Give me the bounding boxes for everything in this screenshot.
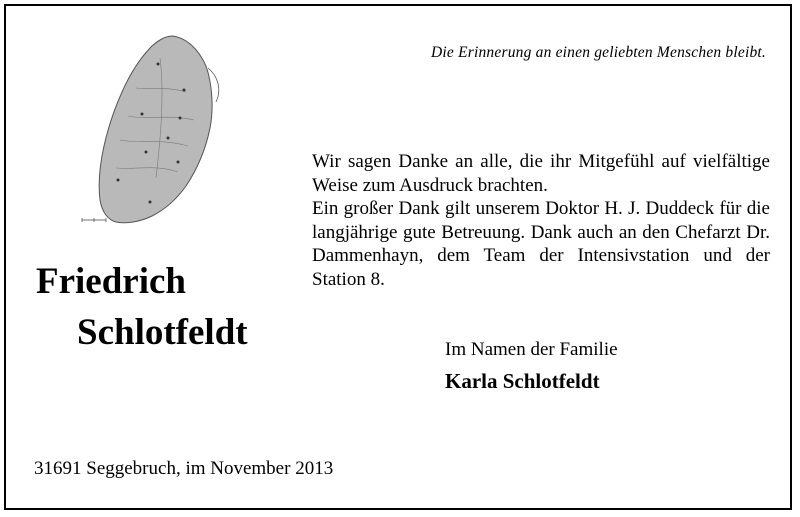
obituary-notice [4,4,792,510]
deceased-last-name: Schlotfeldt [77,312,248,353]
motto-line: Die Erinnerung an einen geliebten Menschen bleibt. [431,44,766,61]
signer-name: Karla Schlotfeldt [445,369,600,393]
deceased-first-name: Friedrich [36,261,187,302]
thank-you-paragraph: Wir sagen Danke an alle, die ihr Mitgefühl auf vielfältige Weise zum Ausdruck brachten. [312,151,770,196]
place-and-date: 31691 Seggebruch, im November 2013 [34,458,334,479]
thank-you-paragraph: Ein großer Dank gilt unserem Doktor H. J. Duddeck für die langjährige gute Betreuung. Dank auch an den Chefarzt Dr. Dammenhayn, dem Team der Intensivstation und der Station 8. [312,198,770,290]
thank-you-text [312,150,770,291]
closing-line: Im Namen der Familie [445,339,618,360]
island-map-icon [76,28,226,238]
